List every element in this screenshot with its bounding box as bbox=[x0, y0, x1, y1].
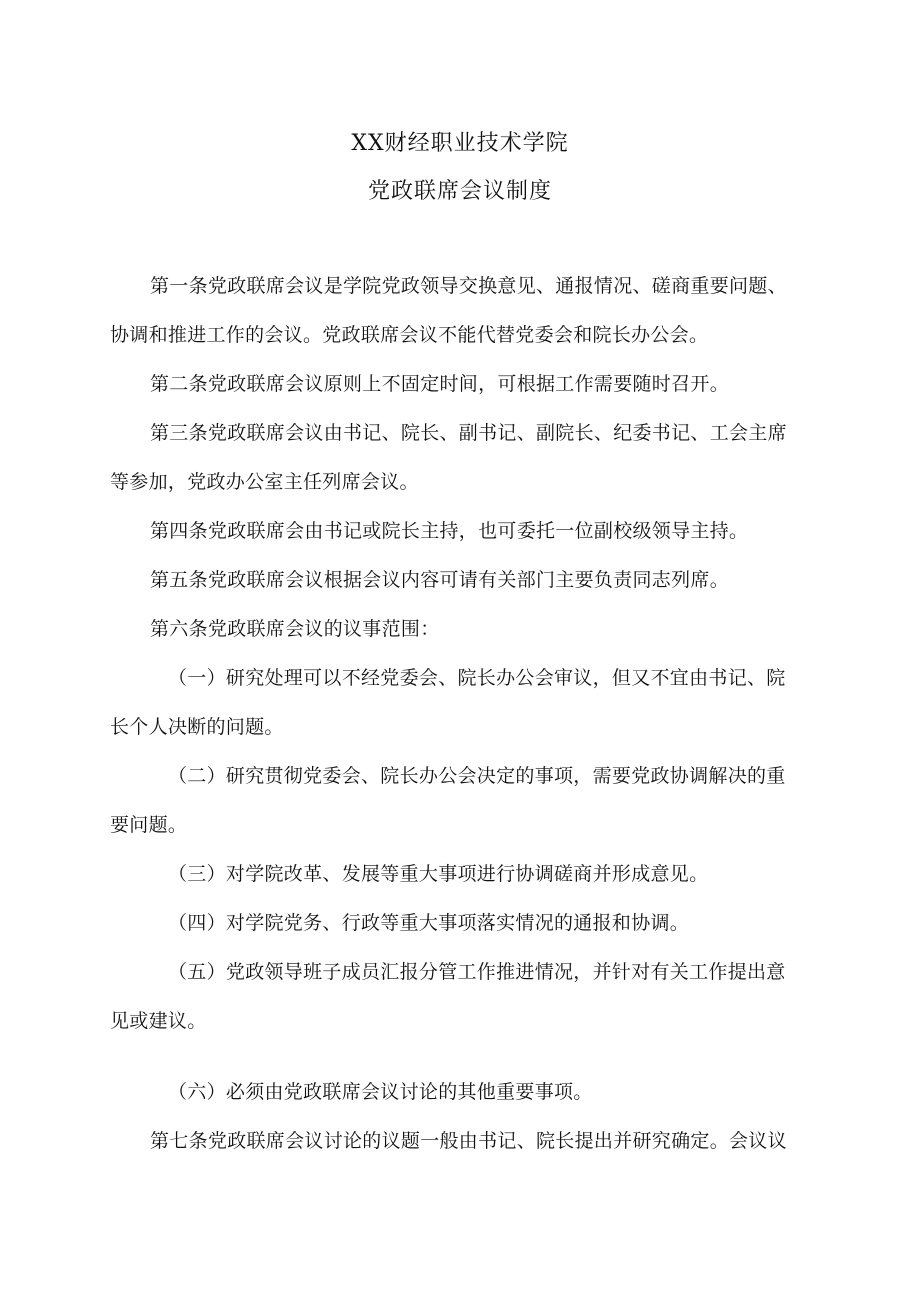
article-4: 第四条党政联席会由书记或院长主持，也可委托一位副校级领导主持。 bbox=[150, 520, 749, 542]
item-5-line-1: （五）党政领导班子成员汇报分管工作推进情况，并针对有关工作提出意 bbox=[168, 961, 786, 983]
document-subtitle: 党政联席会议制度 bbox=[367, 179, 552, 204]
item-2-line-2: 要问题。 bbox=[110, 814, 188, 836]
article-3 bbox=[110, 421, 815, 495]
article-7: 第七条党政联席会议讨论的议题一般由书记、院长提出并研究确定。会议议 bbox=[150, 1130, 787, 1152]
article-1 bbox=[110, 274, 815, 348]
article-2: 第二条党政联席会议原则上不固定时间，可根据工作需要随时召开。 bbox=[150, 373, 730, 395]
article-3-line-1: 第三条党政联席会议由书记、院长、副书记、副院长、纪委书记、工会主席 bbox=[150, 422, 787, 444]
article-6: 第六条党政联席会议的议事范围： bbox=[150, 618, 440, 640]
article-6-item-2 bbox=[110, 764, 815, 838]
article-6-item-6: （六）必须由党政联席会议讨论的其他重要事项。 bbox=[168, 1081, 593, 1103]
article-6-item-3: （三）对学院改革、发展等重大事项进行协调磋商并形成意见。 bbox=[168, 863, 709, 885]
article-6-item-5 bbox=[110, 960, 815, 1034]
item-5-line-2: 见或建议。 bbox=[110, 1010, 207, 1032]
item-2-line-1: （二）研究贯彻党委会、院长办公会决定的事项，需要党政协调解决的重 bbox=[168, 765, 786, 787]
item-1-line-1: （一）研究处理可以不经党委会、院长办公会审议，但又不宜由书记、院 bbox=[168, 667, 786, 689]
article-6-item-1 bbox=[110, 666, 815, 740]
document-title: XX财经职业技术学院 bbox=[351, 131, 569, 156]
article-5: 第五条党政联席会议根据会议内容可请有关部门主要负责同志列席。 bbox=[150, 569, 730, 591]
article-1-line-2: 协调和推进工作的会议。党政联席会议不能代替党委会和院长办公会。 bbox=[110, 324, 709, 346]
article-1-line-1: 第一条党政联席会议是学院党政领导交换意见、通报情况、磋商重要问题、 bbox=[150, 275, 787, 297]
item-1-line-2: 长个人决断的问题。 bbox=[110, 716, 284, 738]
document-body bbox=[110, 274, 815, 1178]
article-3-line-2: 等参加，党政办公室主任列席会议。 bbox=[110, 471, 419, 493]
article-6-item-4: （四）对学院党务、行政等重大事项落实情况的通报和协调。 bbox=[168, 912, 690, 934]
